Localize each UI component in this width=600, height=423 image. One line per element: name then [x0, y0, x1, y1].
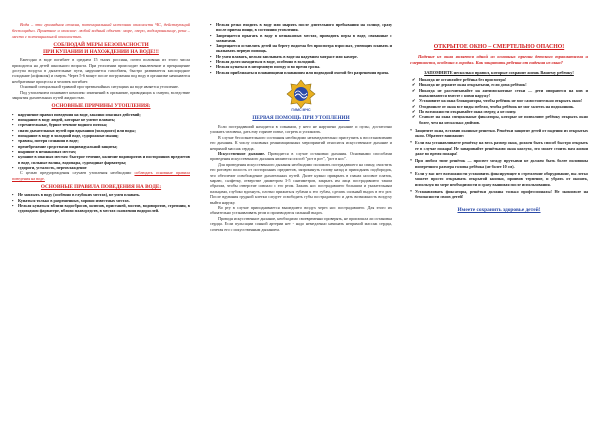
rules-list [12, 192, 190, 213]
paragraph-heart-massage: Проводя искусственное дыхание, необходимо своевременно проверять, не произошла ли остановка сердца. Если пульсации сонной артерии нет - надо немедленно начинать непрямой массаж сердца, сочетая его с искусственным дыханием. [210, 215, 392, 232]
list-item: ✔ Никогда не оставляйте ребёнка без присмотра! [410, 77, 588, 82]
brochure-column-middle [200, 0, 400, 423]
list-item: • нарушение правил поведения на воде, законно опасных действий; [12, 112, 190, 117]
prevention-text: С целью предупреждения случаев утопления необходимо [20, 170, 135, 176]
list-item: * Если у вас нет возможности установить фиксирующее в стремление оборудование, вы легко можете просто открывать открытой кнопки, проявив терпение, и убрать от окошек, используя по мере необходимости и сразу вынимая после использования. [410, 171, 588, 187]
closing-slogan: Имеете сохранить здоровье детей! [457, 207, 541, 214]
emergency-service-logo [278, 79, 324, 112]
list-item: • купание в опасных местах: быстрое течение, наличие водоворотов и посторонних предметов в воде, сильные волны, водопады, судоходные фарватеры; [12, 154, 190, 165]
list-item: ✔ По возможности открывайте окна сверху, а не снизу. [410, 109, 588, 114]
list-item: • Нельзя купаться в штормовую погоду и во время грозы. [210, 64, 392, 69]
heading-line-2: ПРИ КУПАНИИ И НАХОЖДЕНИИ НА ВОДЕ!!! [43, 48, 159, 55]
list-item: • стремительные, бурное течение водного потока; [12, 122, 190, 127]
logo-label: ГИМС МЧС [291, 107, 311, 112]
rules-list-continued [210, 22, 392, 75]
checklist [410, 77, 588, 125]
list-item: ✔ Никогда не держите окна открытыми, если дома ребёнок! [410, 82, 588, 87]
brochure-column-right [400, 0, 600, 423]
artificial-breathing-label: Искусственное дыхание. [218, 151, 266, 156]
list-item: * Если вы устанавливаете решётку на весь размер окна, должен быть способ быстро открыть ее в случае пожара! Не заваривайте решётками окна наглухо, это может стоить вам жизни даже во время пожара! [410, 140, 588, 156]
paragraph-unconscious: В случае бессознательного состояния необходимо незамедлительно приступить к восстановлению его дыхания. К числу основных реанимационных мероприятий относятся искусственное дыхание и непрямой массаж сердца. [210, 134, 392, 151]
paragraph-artificial-breathing [210, 151, 392, 162]
list-item: ✔ Ставьте на окна специальные фиксаторы, которые не позволяют ребёнку открыть окно более, чем на несколько дюймов. [410, 114, 588, 125]
section-heading-first-aid: ПЕРВАЯ ПОМОЩЬ ПРИ УТОПЛЕНИИ [252, 114, 350, 121]
paragraph-procedure: Для проведения искусственного дыхания необходимо положить пострадавшего на спину, очистить его ротовую полость от посторонних предметов, запрокинуть голову назад и приподнять подбородок, что обеспечит освобождение дыхательных путей. Далее нужно прикрыть в гланах носовое платок, марлю, салфетку, отверстие диаметром 3-5 сантиметров, закрыть им лица пострадавшего таким образом, чтобы отверстие совпало с его ртом. Зажать нос пострадавшего большим и указательным пальцами, глубоко вдохнуть, плотно прижаться губами к его губам, сделать сильный выдох в его рот. После вдувания грудной клетки следует освободить губы пострадавшего и дать возможность воздуху выйти наружу. [210, 161, 392, 205]
brochure-column-left [0, 0, 200, 423]
paragraph-exhale: Во рту в случае приподнимается вышедшего воздух через нос пострадавшего. Для этого их обязательно устанавливать ртом и производится сильный выдох. [210, 205, 392, 216]
list-item: • Купаться только в разрешенных, хорошо известных местах. [12, 198, 190, 203]
prevention-highlight: соблюдать основные правила поведения на воде. [12, 170, 190, 181]
list-item: • Нельзя резко входить в воду или нырять после длительного пребывания на солнце, сразу после приема пищи, в состоянии утомления. [210, 22, 392, 33]
list-item: • попадание в воду людей, которые не умеют плавать; [12, 117, 190, 122]
paragraph-conscious: Если пострадавший находится в сознании, у него не нарушено дыхание и пульс, достаточно уложить человека, дать ему горячее питье, согреть и успокоить. [210, 123, 392, 135]
list-item: • травмы, потеря сознания в воде; [12, 138, 190, 143]
list-item: • Не заплыть в воду (особенно в глубоких местах), не умея плавать. [12, 192, 190, 197]
window-danger-title: ОТКРЫТОЕ ОКНО – СМЕРТЕЛЬНО ОПАСНО! [433, 44, 565, 50]
list-item: • пренебрежение средствами индивидуальной защиты; [12, 144, 190, 149]
list-item: • Запрещается прыгать в воду в незнакомых местах, проводить игры в воде, связанные с захватами. [210, 33, 392, 44]
heading-line-1: СОБЛЮДАЙ МЕРЫ БЕЗОПАСНОСТИ [53, 42, 149, 49]
list-item: • Нельзя долго находиться в воде, особенно в холодной. [210, 59, 392, 64]
list-item: • судороги, усталость, переохлаждение [12, 165, 190, 170]
artificial-breathing-text: Проводится в случае остановки дыхания. Основными способами проведения искусственного дыхания являются способ "рот в рот", "рот в нос". [210, 151, 392, 162]
checklist-title: ЗАПОМНИТЕ несколько правил, которые сохранят жизнь Вашему ребенку! [424, 69, 574, 75]
list-item: ✔ Отодвиньте от окна все виды мебели, чтобы ребёнок не мог залезть на подоконник. [410, 104, 588, 109]
section-heading-rules: ОСНОВНЫЕ ПРАВИЛА ПОВЕДЕНИЯ НА ВОДЕ: [40, 183, 162, 190]
list-item: * При любом типе решёток — просвет между прутьями не должен быть более половины поперечного размера головы ребёнка (не более 10 см). [410, 158, 588, 169]
list-item: • Запрещается оставлять детей на берегу водоема без присмотра взрослых, умеющих плавать и оказывать первую помощь. [210, 43, 392, 54]
section-heading-safety [12, 42, 190, 55]
window-lead-paragraph: Падение из окна является одной из основных причин детского травматизма и смертности, особенно в городах. Как защитить ребенка от падения из окна? [410, 54, 588, 65]
reasons-list [12, 112, 190, 170]
list-item: • попадание в воду в холодной воде, судорожные мышц; [12, 133, 190, 138]
tips-list [410, 128, 588, 200]
paragraph-prevention [12, 170, 190, 181]
list-item: * Защитите окна, вставив оконные решетки. Решётки защитят детей от падения из открытых окон. Обратите внимание: [410, 128, 588, 139]
list-item: • Не умея плавать, нельзя заплывать в воде на надувном матрасе или камере. [210, 54, 392, 59]
list-item: • ныряние в незнакомых местах; [12, 149, 190, 154]
paragraph-trauma: Основной специальной травмой при чрезвычайных ситуациях на воде является утопление. [20, 84, 179, 90]
list-item: • спазм дыхательных путей при вдыхании (холодного) или воды; [12, 128, 190, 133]
section-heading-reasons: ОСНОВНЫЕ ПРИЧИНЫ УТОПЛЕНИЯ: [51, 103, 151, 110]
list-item: ✔ Установите на окна блокираторы, чтобы ребёнок не мог самостоятельно открыть окно! [410, 98, 588, 103]
list-item: • Нельзя купаться вблизи водосбросов, шлюзов, пристаней, мостов, водоворотов, стремнин, в судоходном фарватере, вблизи плавсредств, в местах скопления водорослей. [12, 203, 190, 214]
paragraph-statistics: Ежегодно в воде погибает в среднем 15 тысяч россиян, почти половина из этого числа приходится на детей школьного возраста. При утоплении происходит выключение и прекращение доступа воздуха в дыхательные пути, нарушается газообмен, быстро развивается кислородное голодание (асфиксия) и смерть. Через 5-6 минут после погружения под воду в организме начинаются необратимые процессы и человек погибает. [12, 57, 190, 84]
lead-paragraph: Вода – это громадная стихия, потенциальный источник опасности ЧС, действующий беспощадно. Приятное и опасное: любой водный объект: море, озеро, водохранилище, река – место с потенциальной опасностью. [12, 22, 190, 39]
paragraph-definition: Под утоплением понимают комплекс изменений в организме, приводящих к смерти, вследствие закрытия дыхательных путей жидкостью. [12, 89, 190, 101]
list-item: • Нельзя приближаться плавающими плаваниям или подводной охотой без разрешения врача. [210, 70, 392, 75]
list-item: ✔ Никогда не рассчитывайте на антимоскитные сетки — дети опираются на них и вываливаются вместе с ними наружу! [410, 88, 588, 99]
list-item: * Устанавливать фиксаторы, решётки должны только профессионалы! Не экономьте на безопасности своих детей! [410, 189, 588, 200]
